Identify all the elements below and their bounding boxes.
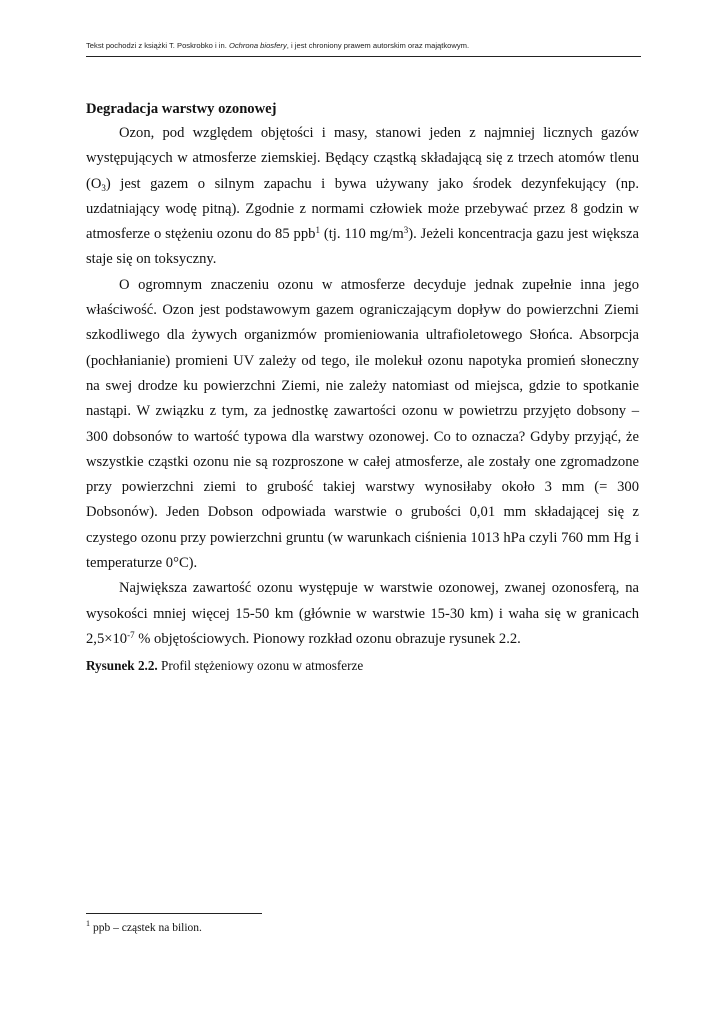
- figure-label: Rysunek 2.2.: [86, 658, 158, 674]
- header-divider: [86, 56, 641, 57]
- paragraph-3-part-1: Największa zawartość ozonu występuje w warstwie ozonowej, zwanej ozonosferą, na wysokości mniej więcej 15-50 km (głównie w warstwie 15-30 km) i waha się w granicach 2,5×10: [86, 580, 639, 647]
- footnote: [86, 920, 202, 936]
- footnote-divider: [86, 913, 262, 914]
- copyright-header: [86, 41, 641, 51]
- ozone-subscript: 3: [101, 182, 106, 193]
- exponent-superscript: -7: [127, 629, 135, 640]
- paragraph-1-part-4: ). Jeżeli koncentracja gazu jest większa staje się on toksyczny.: [86, 226, 639, 268]
- section-title: Degradacja warstwy ozonowej: [86, 101, 277, 117]
- paragraph-3-part-2: % objętościowych. Pionowy rozkład ozonu obrazuje rysunek 2.2.: [134, 630, 521, 647]
- paragraph-1-part-2: ) jest gazem o silnym zapachu i bywa używany jako środek dezynfekujący (np. uzdatniający wodę pitną). Zgodnie z normami człowiek może przebywać przez 8 godzin w atmosferze o stężeniu ozonu do 85 ppb: [86, 175, 639, 243]
- footnote-marker: 1: [86, 919, 90, 928]
- header-book-title: Ochrona biosfery: [228, 41, 287, 50]
- footnote-reference[interactable]: 1: [315, 225, 320, 236]
- cubic-superscript: 3: [403, 225, 409, 236]
- paragraph-3: [86, 576, 639, 652]
- paragraph-1-part-1: Ozon, pod względem objętości i masy, stanowi jeden z najmniej licznych gazów występujących w atmosferze ziemskiej. Będący cząstką składającą się z trzech atomów tlenu (O: [86, 125, 639, 192]
- paragraph-2: O ogromnym znaczeniu ozonu w atmosferze decyduje jednak zupełnie inna jego właściwość. Ozon jest podstawowym gazem ograniczającym dopływ do powierzchni Ziemi szkodliwego dla żywych organizmów promieniowania ultrafioletowego Słońca. Absorpcja (pochłanianie) promieni UV zależy od tego, ile molekuł ozonu napotyka promień słoneczny na swej drodze ku powierzchni Ziemi, nie zależy natomiast od miejsca, gdzie to spotkanie nastąpi. W związku z tym, za jednostkę zawartości ozonu w powietrzu przyjęto dobsony – 300 dobsonów to wartość typowa dla warstwy ozonowej. Co to oznacza? Gdyby przyjąć, że wszystkie cząstki ozonu nie są rozproszone w całej atmosferze, ale zostały one zgromadzone przy powierzchni ziemi to grubość takiej warstwy wynosiłaby około 3 mm (= 300 Dobsonów). Jeden Dobson odpowiada warstwie o grubości 0,01 mm składającej się z czystego ozonu przy powierzchni gruntu (w warunkach ciśnienia 1013 hPa czyli 760 mm Hg i temperaturze 0°C).: [86, 276, 639, 572]
- footnote-text: ppb – cząstek na bilion.: [93, 922, 202, 934]
- figure-caption: [86, 657, 639, 675]
- header-suffix: , i jest chroniony prawem autorskim oraz majątkowym.: [286, 41, 470, 50]
- header-prefix: Tekst pochodzi z książki T. Poskrobko i in.: [86, 41, 229, 50]
- paragraph-1: [86, 121, 639, 273]
- figure-caption-text: Profil stężeniowy ozonu w atmosferze: [157, 658, 364, 674]
- main-content: [86, 98, 639, 675]
- paragraph-1-part-3: (tj. 110 mg/m: [319, 226, 404, 243]
